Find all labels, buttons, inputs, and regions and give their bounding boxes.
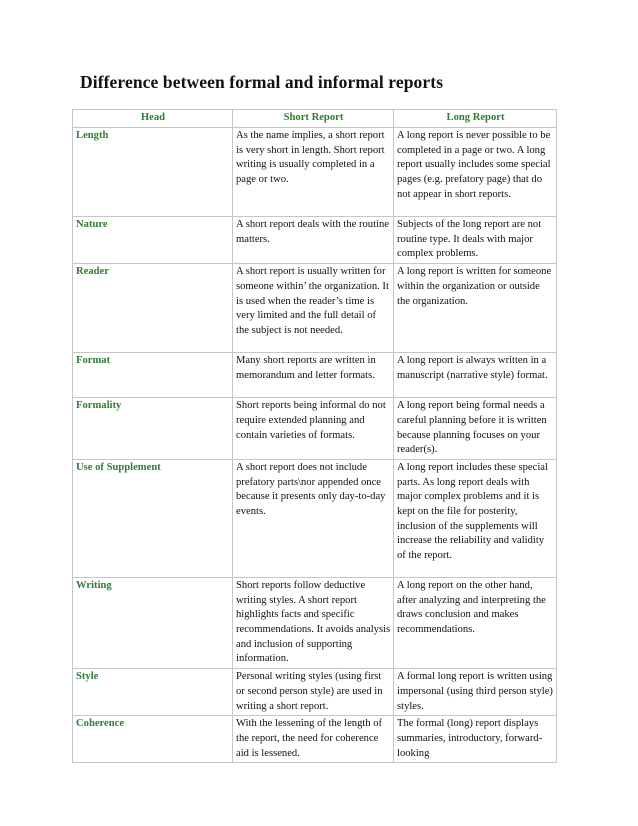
- column-header-long-report: Long Report: [394, 110, 557, 128]
- long-report-cell: A long report includes these special parts. As long report deals with major complex problems and it is kept on the file for posterity, inclusion of the supplements will increase the reliability and validity of the report.: [394, 459, 557, 577]
- short-report-cell: As the name implies, a short report is very short in length. Short report writing is usually completed in a page or two.: [233, 128, 394, 217]
- row-head-cell: Reader: [73, 264, 233, 353]
- long-report-cell: A long report is always written in a manuscript (narrative style) format.: [394, 353, 557, 398]
- table-row: [73, 577, 557, 668]
- row-head-cell: Format: [73, 353, 233, 398]
- short-report-cell: With the lessening of the length of the report, the need for coherence aid is lessened.: [233, 716, 394, 763]
- comparison-table: [72, 109, 557, 763]
- column-header-head: Head: [73, 110, 233, 128]
- row-head-cell: Coherence: [73, 716, 233, 763]
- short-report-cell: A short report is usually written for someone within’ the organization. It is used when the reader’s time is very limited and the full detail of the subject is not needed.: [233, 264, 394, 353]
- table-row: [73, 669, 557, 716]
- short-report-cell: Personal writing styles (using first or second person style) are used in writing a short report.: [233, 669, 394, 716]
- row-head-cell: Length: [73, 128, 233, 217]
- table-row: [73, 128, 557, 217]
- short-report-cell: A short report deals with the routine matters.: [233, 217, 394, 264]
- long-report-cell: Subjects of the long report are not routine type. It deals with major complex problems.: [394, 217, 557, 264]
- table-row: [73, 353, 557, 398]
- table-header-row: [73, 110, 557, 128]
- page-title: Difference between formal and informal reports: [80, 72, 444, 92]
- long-report-cell: A long report is written for someone within the organization or outside the organization.: [394, 264, 557, 353]
- row-head-cell: Nature: [73, 217, 233, 264]
- short-report-cell: A short report does not include prefatory parts\nor appended once because it presents only day-to-day events.: [233, 459, 394, 577]
- row-head-cell: Writing: [73, 577, 233, 668]
- short-report-cell: Many short reports are written in memorandum and letter formats.: [233, 353, 394, 398]
- table-row: [73, 716, 557, 763]
- table-row: [73, 398, 557, 460]
- table-row: [73, 264, 557, 353]
- table-row: [73, 217, 557, 264]
- row-head-cell: Formality: [73, 398, 233, 460]
- column-header-short-report: Short Report: [233, 110, 394, 128]
- short-report-cell: Short reports being informal do not require extended planning and contain varieties of formats.: [233, 398, 394, 460]
- long-report-cell: The formal (long) report displays summaries, introductory, forward-looking: [394, 716, 557, 763]
- short-report-cell: Short reports follow deductive writing styles. A short report highlights facts and specific recommendations. It avoids analysis and inclusion of supporting information.: [233, 577, 394, 668]
- row-head-cell: Use of Supplement: [73, 459, 233, 577]
- row-head-cell: Style: [73, 669, 233, 716]
- long-report-cell: A formal long report is written using impersonal (using third person style) styles.: [394, 669, 557, 716]
- long-report-cell: A long report on the other hand, after analyzing and interpreting the draws conclusion and makes recommendations.: [394, 577, 557, 668]
- long-report-cell: A long report being formal needs a careful planning before it is written because planning focuses on your reader(s).: [394, 398, 557, 460]
- long-report-cell: A long report is never possible to be completed in a page or two. A long report usually includes some special pages (e.g. prefatory page) that do not appear in short reports.: [394, 128, 557, 217]
- table-row: [73, 459, 557, 577]
